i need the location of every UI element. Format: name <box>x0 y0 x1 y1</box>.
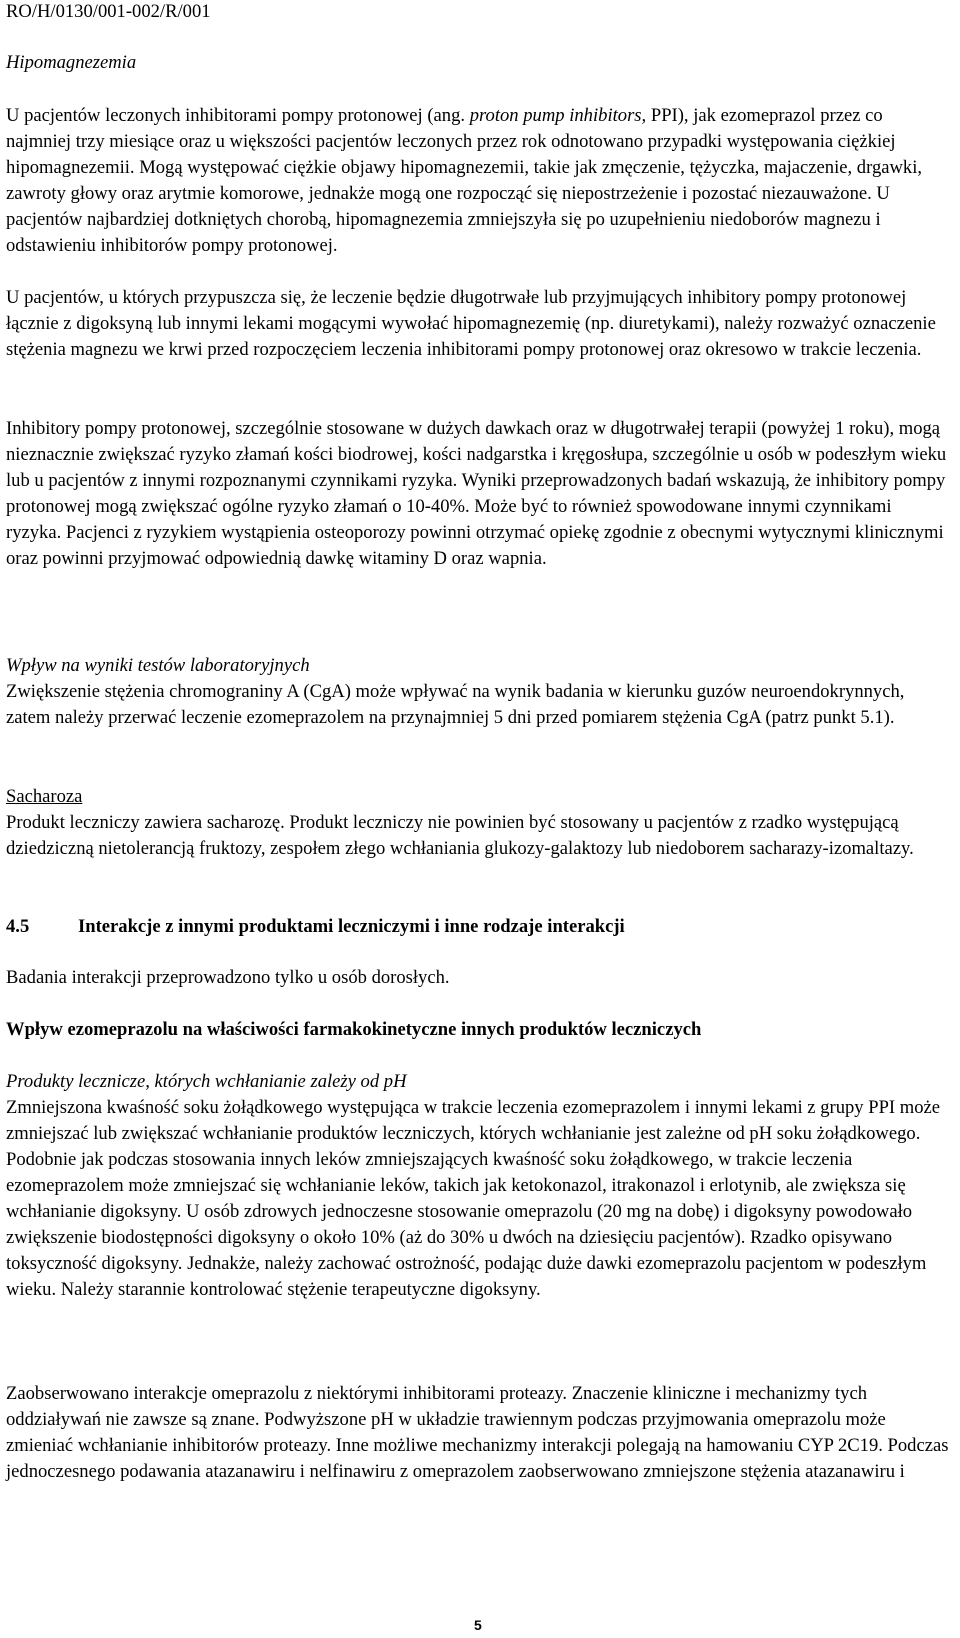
page-number: 5 <box>474 1617 482 1633</box>
section-title-sucrose: Sacharoza <box>6 786 83 807</box>
paragraph-ph-dependent: Zmniejszona kwaśność soku żołądkowego występująca w trakcie leczenia ezomeprazolem i innymi lekami z grupy PPI może zmniejszać lub zwiększać wchłanianie produktów leczniczych, których wchłanianie jest zależne od pH soku żołądkowego. Podobnie jak podczas stosowania innych leków zmniejszających kwaśność soku żołądkowego, w trakcie leczenia ezomeprazolem może zmniejszać się wchłanianie leków, takich jak ketokonazol, itrakonazol i erlotynib, ale zwiększa się wchłanianie digoksyny. U osób zdrowych jednoczesne stosowanie omeprazolu (20 mg na dobę) i digoksyny powodowało zwiększenie biodostępności digoksyny o około 10% (aż do 30% u dwóch na dziesięciu pacjentów). Rzadko opisywano toksyczność digoksyny. Jednakże, należy zachować ostrożność, podając duże dawki ezomeprazolu pacjentom w podeszłym wieku. Należy starannie kontrolować stężenie terapeutyczne digoksyny. <box>6 1097 941 1300</box>
paragraph-interaction-intro: Badania interakcji przeprowadzono tylko u osób dorosłych. <box>6 967 450 988</box>
paragraph-hypomagnesemia-2: U pacjentów, u których przypuszcza się, że leczenie będzie długotrwałe lub przyjmujących inhibitory pompy protonowej łącznie z digoksyną lub innymi lekami mogącymi wywołać hipomagnezemię (np. diuretykami), należy rozważyć oznaczenie stężenia magnezu we krwi przed rozpoczęciem leczenia inhibitorami pompy protonowej oraz okresowo w trakcie leczenia. <box>6 287 936 360</box>
para1-run-2: PPI), jak ezomeprazol przez co najmniej trzy miesiące oraz u większości pacjentów leczonych przez rok odnotowano przypadki występowania ciężkiej hipomagnezemii. Mogą występować ciężkie objawy hipomagnezemii, takie jak zmęczenie, tężyczka, majaczenie, drgawki, zawroty głowy oraz arytmie komorowe, jednakże mogą one rozpocząć się niepostrzeżenie i pozostać niezauważone. U pacjentów najbardziej dotkniętych chorobą, hipomagnezemia zmniejszyła się po uzupełnieniu niedoborów magnezu i odstawieniu inhibitorów pompy protonowej. <box>6 105 923 256</box>
paragraph-hypomagnesemia-1 <box>6 103 950 259</box>
section-title-lab-tests: Wpływ na wyniki testów laboratoryjnych <box>6 655 310 676</box>
subheading-pharmacokinetics: Wpływ ezomeprazolu na właściwości farmakokinetyczne innych produktów leczniczych <box>6 1019 702 1040</box>
paragraph-fractures: Inhibitory pompy protonowej, szczególnie stosowane w dużych dawkach oraz w długotrwałej terapii (powyżej 1 roku), mogą nieznacznie zwiększać ryzyko złamań kości biodrowej, kości nadgarstka i kręgosłupa, szczególnie u osób w podeszłym wieku lub u pacjentów z innymi rozpoznanymi czynnikami ryzyka. Wyniki przeprowadzonych badań wskazują, że inhibitory pompy protonowej mogą zwiększać ogólne ryzyko złamań o 10-40%. Może być to również spowodowane innymi czynnikami ryzyka. Pacjenci z ryzykiem wystąpienia osteoporozy powinni otrzymać opiekę zgodnie z obecnymi wytycznymi klinicznymi oraz powinni przyjmować odpowiednią dawkę witaminy D oraz wapnia. <box>6 418 947 569</box>
document-id: RO/H/0130/001-002/R/001 <box>6 1 211 22</box>
section-title-ph-dependent: Produkty lecznicze, których wchłanianie zależy od pH <box>6 1071 407 1092</box>
paragraph-sucrose: Produkt leczniczy zawiera sacharozę. Produkt leczniczy nie powinien być stosowany u pacjentów z rzadko występującą dziedziczną nietolerancją fruktozy, zespołem złego wchłaniania glukozy-galaktozy lub niedoborem sacharazy-izomaltazy. <box>6 812 914 859</box>
section-heading-4-5 <box>6 914 625 940</box>
section-number: 4.5 <box>6 916 30 937</box>
paragraph-protease-inhibitors: Zaobserwowano interakcje omeprazolu z niektórymi inhibitorami proteazy. Znaczenie kliniczne i mechanizmy tych oddziaływań nie zawsze są znane. Podwyższone pH w układzie trawiennym podczas przyjmowania omeprazolu może zmieniać wchłanianie inhibitorów proteazy. Inne możliwe mechanizmy interakcji polegają na hamowaniu CYP 2C19. Podczas jednoczesnego podawania atazanawiru i nelfinawiru z omeprazolem zaobserwowano zmniejszone stężenia atazanawiru i <box>6 1383 949 1482</box>
section-title-hypomagnesemia: Hipomagnezemia <box>6 52 137 73</box>
paragraph-lab-tests: Zwiększenie stężenia chromograniny A (CgA) może wpływać na wynik badania w kierunku guzów neuroendokrynnych, zatem należy przerwać leczenie ezomeprazolem na przynajmniej 5 dni przed pomiarem stężenia CgA (patrz punkt 5.1). <box>6 681 905 728</box>
para1-run-1: proton pump inhibitors, <box>469 105 647 126</box>
para1-run-0: U pacjentów leczonych inhibitorami pompy protonowej (ang. <box>6 105 470 126</box>
section-heading-text: Interakcje z innymi produktami leczniczymi i inne rodzaje interakcji <box>78 916 625 937</box>
